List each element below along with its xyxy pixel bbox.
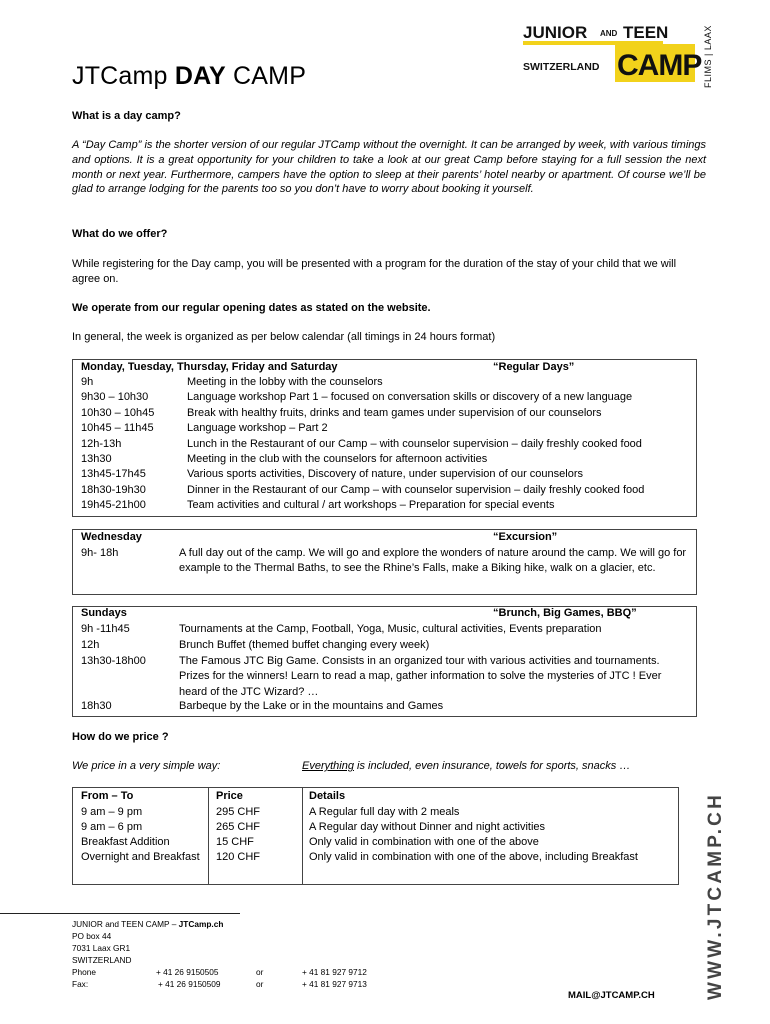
footer-phone-2: + 41 81 927 9712 <box>302 967 367 978</box>
regular-row <box>72 452 695 467</box>
regular-row-desc: Language workshop Part 1 – focused on conversation skills or discovery of a new language <box>187 391 633 404</box>
everything-rest: is included, even insurance, towels for sports, snacks … <box>353 760 631 772</box>
sundays-header: Sundays <box>81 607 127 619</box>
regular-days-header: Monday, Tuesday, Thursday, Friday and Saturday <box>81 361 338 373</box>
wednesday-desc: A full day out of the camp. We will go and explore the wonders of nature around the camp. We will go for example to the Thermal Baths, to see the Rhine’s Falls, make a Biking hike, walk on a glacier, etc. <box>179 547 687 575</box>
wednesday-header: Wednesday <box>81 531 142 543</box>
regular-row-desc: Break with healthy fruits, drinks and team games under supervision of our counselors <box>187 406 602 419</box>
operate-statement: We operate from our regular opening dates as stated on the website. <box>72 302 431 314</box>
everything-underlined: Everything <box>302 760 354 772</box>
footer-company-bold: JTCamp.ch <box>178 919 224 929</box>
website-vertical-link[interactable]: WWW.JTCAMP.CH <box>705 791 726 1000</box>
pricing-row1-details: A Regular full day with 2 meals <box>309 806 460 818</box>
regular-row-desc: Language workshop – Part 2 <box>187 422 328 435</box>
regular-row-time: 19h45-21h00 <box>81 499 146 512</box>
regular-row-desc: Team activities and cultural / art workshops – Preparation for special events <box>187 499 555 512</box>
regular-row-desc: Various sports activities, Discovery of nature, under supervision of our counselors <box>187 468 583 481</box>
footer-fax-2: + 41 81 927 9713 <box>302 979 367 990</box>
regular-row <box>72 390 695 405</box>
sunday-time-3: 13h30-18h00 <box>81 655 146 667</box>
regular-row <box>72 375 695 390</box>
regular-row-desc: Dinner in the Restaurant of our Camp – with counselor supervision – daily freshly cooked food <box>187 483 645 496</box>
regular-row <box>72 406 695 421</box>
regular-row <box>72 467 695 482</box>
pricing-row3-time: Breakfast Addition <box>81 836 170 848</box>
regular-row <box>72 483 695 498</box>
pricing-header-details: Details <box>309 790 346 802</box>
logo-and-text: AND <box>600 29 618 38</box>
pricing-row2-time: 9 am – 6 pm <box>81 821 143 833</box>
regular-row <box>72 421 695 436</box>
regular-row-time: 10h30 – 10h45 <box>81 406 155 419</box>
pricing-header-price: Price <box>216 790 243 802</box>
pricing-row4-time: Overnight and Breakfast <box>81 851 200 863</box>
question-offer: What do we offer? <box>72 228 168 240</box>
regular-row-desc: Meeting in the lobby with the counselors <box>187 376 383 388</box>
page-title <box>72 62 306 91</box>
sunday-desc-4: Barbeque by the Lake or in the mountains and Games <box>179 700 444 712</box>
footer-pobox: PO box 44 <box>72 931 112 942</box>
footer-divider <box>0 913 240 914</box>
regular-row-time: 13h30 <box>81 453 112 466</box>
question-price: How do we price ? <box>72 731 169 743</box>
regular-row-desc: Meeting in the club with the counselors for afternoon activities <box>187 453 488 466</box>
wednesday-tag: “Excursion” <box>493 531 558 543</box>
regular-days-table <box>72 375 695 514</box>
price-intro: We price in a very simple way: <box>72 760 221 772</box>
pricing-row4-price: 120 CHF <box>216 851 261 863</box>
regular-row-time: 10h45 – 11h45 <box>81 422 154 435</box>
offer-paragraph: While registering for the Day camp, you will be presented with a program for the duration of the stay of your child that we will agree on. <box>72 258 677 285</box>
regular-row <box>72 437 695 452</box>
footer-email-link[interactable]: MAIL@JTCAMP.CH <box>568 990 655 1001</box>
logo-flims-laax-text: FLIMS | LAAX <box>703 25 713 88</box>
logo-camp-text: CAMP <box>617 49 702 82</box>
footer-fax-1: + 41 26 9150509 <box>158 979 221 990</box>
pricing-row3-price: 15 CHF <box>216 836 254 848</box>
footer-phone-row <box>72 966 367 978</box>
pricing-table <box>72 787 679 885</box>
pricing-row1-price: 295 CHF <box>216 806 261 818</box>
sunday-time-1: 9h -11h45 <box>81 623 130 635</box>
price-everything-note <box>302 759 630 774</box>
pricing-row2-price: 265 CHF <box>216 821 261 833</box>
sunday-desc-1: Tournaments at the Camp, Football, Yoga, Music, cultural activities, Events preparation <box>179 623 602 635</box>
intro-paragraph: A “Day Camp” is the shorter version of our regular JTCamp without the overnight. It can be arranged by week, with various timings and options. It is a great opportunity for your children to take a look at our great Camp before staying for a full session the next month or next year. Furthermore, campers have the option to sleep at their parents’ hotel nearby or apartment. Of course we’ll be glad to arrange lodging for the parents too so you don’t have to worry about booking it yourself. <box>72 139 706 196</box>
pricing-header-from-to: From – To <box>81 790 134 802</box>
footer-country: SWITZERLAND <box>72 955 132 966</box>
question-day-camp: What is a day camp? <box>72 110 181 122</box>
footer-address <box>72 918 367 991</box>
title-part-2: CAMP <box>225 62 307 90</box>
footer-phone-label: Phone <box>72 967 96 978</box>
pricing-row1-time: 9 am – 9 pm <box>81 806 143 818</box>
wednesday-time: 9h- 18h <box>81 547 119 559</box>
regular-row <box>72 498 695 513</box>
footer-company: JUNIOR and TEEN CAMP – <box>72 919 179 929</box>
footer-fax-label: Fax: <box>72 979 89 990</box>
pricing-row4-details: Only valid in combination with one of the above, including Breakfast <box>309 851 638 863</box>
pricing-row2-details: A Regular day without Dinner and night activities <box>309 821 546 833</box>
regular-row-time: 18h30-19h30 <box>81 483 146 496</box>
logo-teen-text: TEEN <box>623 23 669 42</box>
logo-switzerland-text: SWITZERLAND <box>523 61 600 73</box>
regular-days-tag: “Regular Days” <box>493 361 575 373</box>
pricing-row3-details: Only valid in combination with one of the above <box>309 836 539 848</box>
footer-city: 7031 Laax GR1 <box>72 943 131 954</box>
regular-row-time: 12h-13h <box>81 437 122 450</box>
sunday-desc-3: The Famous JTC Big Game. Consists in an organized tour with various activities and tournaments. Prizes for the winners! Learn to read a map, gather information to solve the mysteries of JTC ! Ever heard of the JTC Wizard? … <box>179 655 662 698</box>
regular-row-time: 13h45-17h45 <box>81 468 146 481</box>
camp-logo <box>515 20 715 100</box>
regular-row-time: 9h <box>81 376 94 388</box>
title-bold: DAY <box>174 62 226 90</box>
footer-phone-1: + 41 26 9150505 <box>156 967 219 978</box>
general-statement: In general, the week is organized as per below calendar (all timings in 24 hours format) <box>72 331 496 343</box>
footer-or-2: or <box>256 979 264 990</box>
sunday-time-2: 12h <box>81 639 100 651</box>
sunday-desc-2: Brunch Buffet (themed buffet changing every week) <box>179 639 430 651</box>
sundays-tag: “Brunch, Big Games, BBQ” <box>493 607 637 619</box>
title-part-1: JTCamp <box>72 62 175 90</box>
footer-fax-row <box>72 978 367 990</box>
logo-junior-text: JUNIOR <box>523 23 588 42</box>
regular-row-time: 9h30 – 10h30 <box>81 391 149 404</box>
sunday-time-4: 18h30 <box>81 700 112 712</box>
footer-or-1: or <box>256 967 264 978</box>
regular-row-desc: Lunch in the Restaurant of our Camp – with counselor supervision – daily freshly cooked food <box>187 437 642 450</box>
